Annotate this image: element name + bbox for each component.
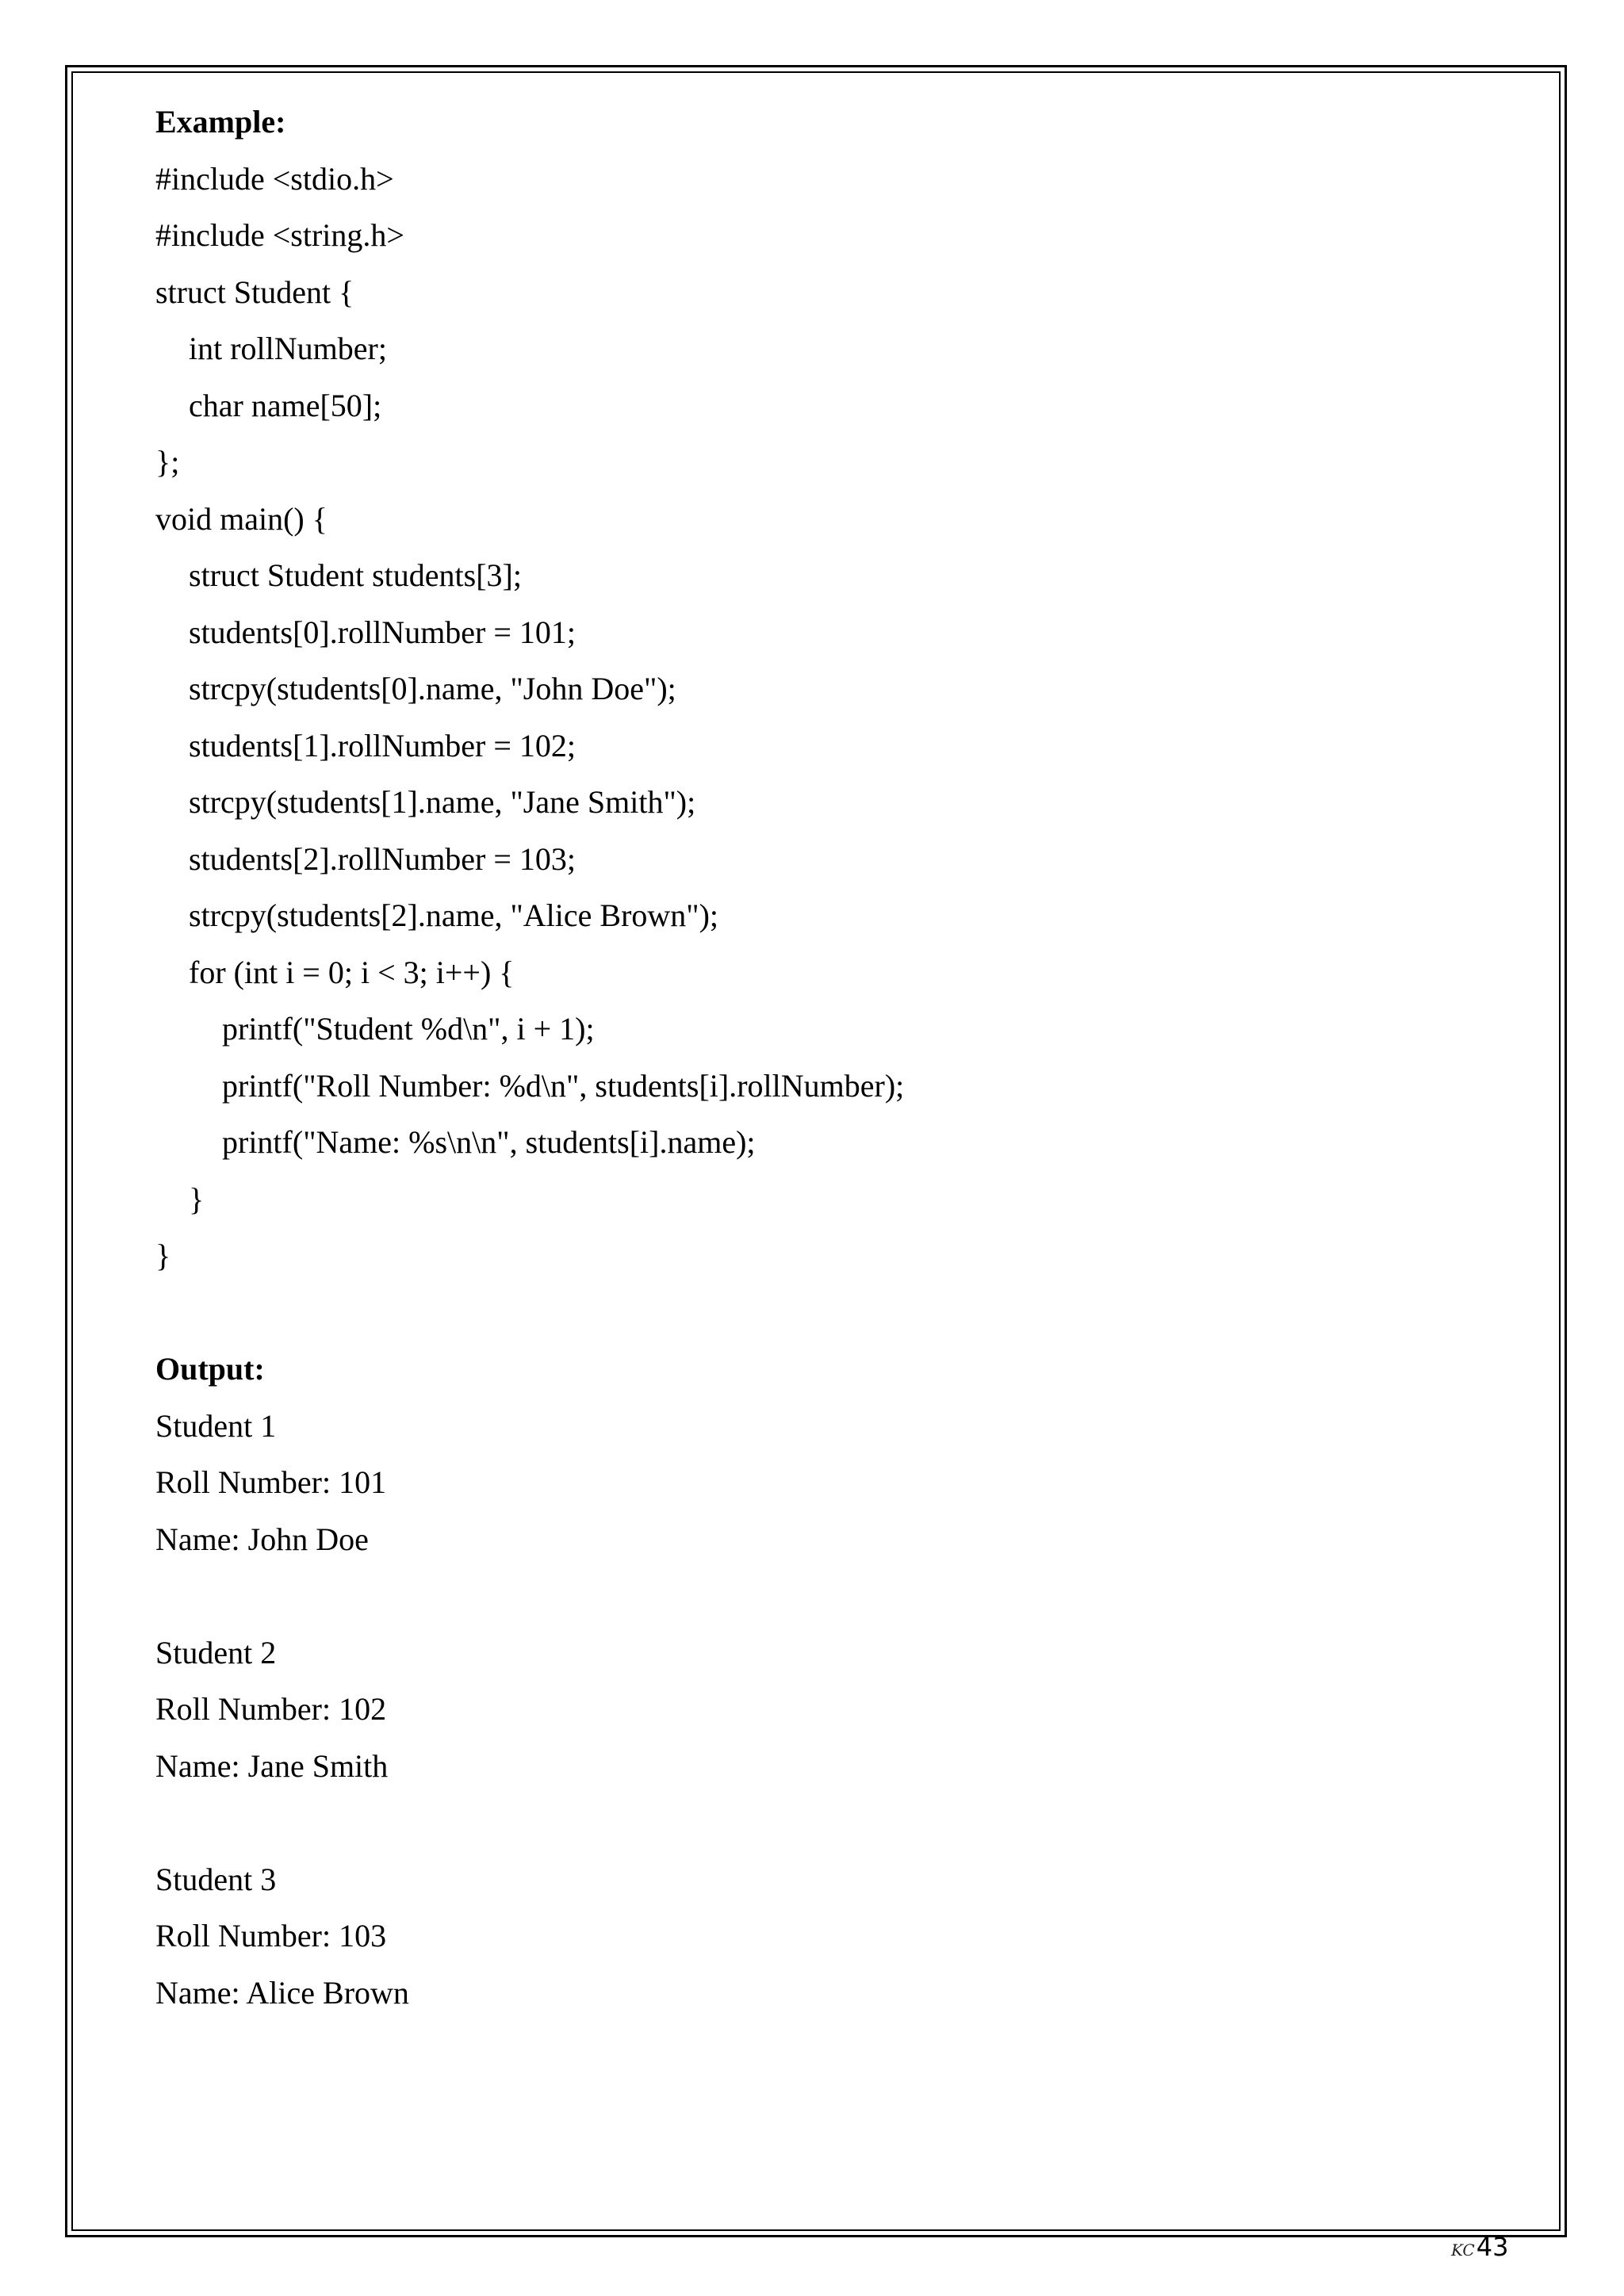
output-line: Name: John Doe — [155, 1521, 369, 1557]
output-line: Roll Number: 103 — [155, 1918, 387, 1954]
code-line: struct Student students[3]; — [189, 557, 522, 593]
code-line: for (int i = 0; i < 3; i++) { — [189, 954, 515, 990]
section-gap — [155, 1284, 1503, 1341]
code-line: strcpy(students[1].name, "Jane Smith"); — [189, 784, 696, 820]
output-line: Name: Jane Smith — [155, 1747, 389, 1784]
output-line: Roll Number: 101 — [155, 1464, 387, 1500]
output-block — [155, 1398, 1503, 2022]
author-initials-mark: KC — [1451, 2241, 1475, 2260]
page-number: 43 — [1476, 2232, 1509, 2262]
code-line: char name[50]; — [189, 387, 382, 423]
code-line: strcpy(students[0].name, "John Doe"); — [189, 671, 676, 706]
page-footer — [1451, 2231, 1508, 2266]
code-line: }; — [155, 444, 180, 480]
output-gap — [155, 1794, 1503, 1851]
code-line: #include <stdio.h> — [155, 160, 394, 197]
output-line: Student 1 — [155, 1407, 277, 1444]
code-line: students[2].rollNumber = 103; — [189, 840, 576, 877]
output-gap — [155, 1567, 1503, 1624]
code-line: strcpy(students[2].name, "Alice Brown"); — [189, 897, 719, 933]
output-line: Student 3 — [155, 1861, 277, 1897]
output-line: Student 2 — [155, 1634, 277, 1670]
code-line: } — [155, 1238, 171, 1273]
code-line: printf("Student %d\n", i + 1); — [222, 1011, 595, 1047]
example-heading: Example: — [155, 104, 286, 140]
code-line: int rollNumber; — [189, 331, 387, 366]
output-heading: Output: — [155, 1351, 265, 1387]
code-line: struct Student { — [155, 274, 354, 310]
output-line: Name: Alice Brown — [155, 1974, 409, 2011]
code-block — [155, 151, 1503, 1284]
code-line: students[0].rollNumber = 101; — [189, 614, 576, 650]
code-line: } — [189, 1181, 205, 1217]
code-line: #include <string.h> — [155, 217, 404, 253]
document-content — [155, 94, 1503, 2021]
code-line: printf("Name: %s\n\n", students[i].name); — [222, 1124, 756, 1160]
output-line: Roll Number: 102 — [155, 1691, 387, 1727]
code-line: students[1].rollNumber = 102; — [189, 727, 576, 763]
code-line: void main() { — [155, 500, 327, 537]
code-line: printf("Roll Number: %d\n", students[i].rollNumber); — [222, 1067, 905, 1104]
